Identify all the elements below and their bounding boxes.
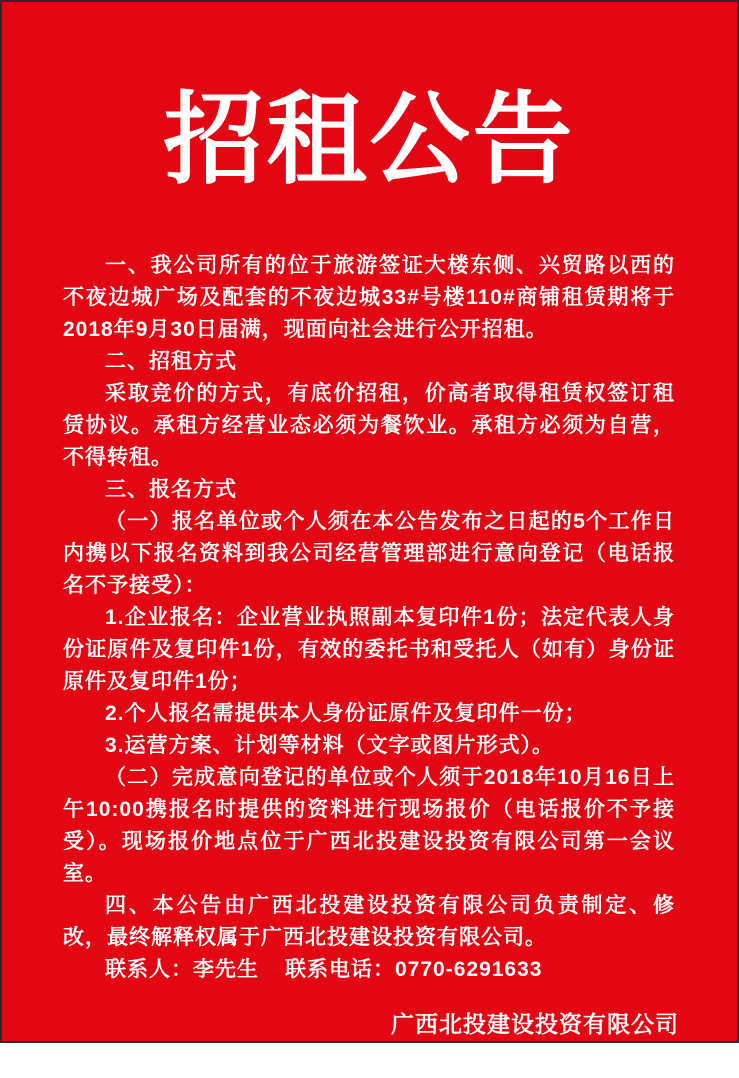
contact-phone-number: 0770-6291633	[395, 958, 543, 981]
paragraph-enterprise-registration: 1.企业报名：企业营业执照副本复印件1份；法定代表人身份证原件及复印件1份，有效的委托书和受托人（如有）身份证原件及复印件1份；	[63, 606, 675, 693]
contact-person-label: 联系人：	[105, 958, 193, 981]
paragraph-rental-method: 采取竞价的方式，有底价招租，价高者取得租赁权签订租赁协议。承租方经营业态必须为餐饮业。承租方必须为自营，不得转租。	[63, 382, 675, 469]
signature-inner	[391, 1006, 679, 1078]
signature-block	[2, 1006, 679, 1078]
contact-phone-label: 联系电话：	[285, 958, 395, 981]
paragraph-operation-plan: 3.运营方案、计划等材料（文字或图片形式）。	[105, 734, 555, 757]
paragraph-registration-requirements: （一）报名单位或个人须在本公告发布之日起的5个工作日内携以下报名资料到我公司经营管理部进行意向登记（电话报名不予接受）：	[63, 510, 675, 597]
poster-title: 招租公告	[163, 85, 576, 196]
contact-line	[63, 954, 675, 986]
contact-person-name: 李先生	[193, 958, 259, 981]
paragraph-individual-registration: 2.个人报名需提供本人身份证原件及复印件一份；	[105, 702, 587, 725]
heading-registration-method: 三、报名方式	[105, 478, 237, 501]
signature-date: 2018年9月30日	[450, 1047, 620, 1073]
paragraph-interpretation-rights: 四、本公告由广西北投建设投资有限公司负责制定、修改，最终解释权属于广西北投建设投资有限公司。	[63, 894, 675, 949]
announcement-body	[63, 250, 675, 986]
paragraph-property-intro: 一、我公司所有的位于旅游签证大楼东侧、兴贸路以西的不夜边城广场及配套的不夜边城33#号楼110#商铺租赁期将于2018年9月30日届满，现面向社会进行公开招租。	[63, 254, 675, 341]
signature-company: 广西北投建设投资有限公司	[391, 1011, 679, 1037]
paragraph-onsite-bidding: （二）完成意向登记的单位或个人须于2018年10月16日上午10:00携报名时提供的资料进行现场报价（电话报价不予接受）。现场报价地点位于广西北投建设投资有限公司第一会议室。	[63, 766, 675, 885]
heading-rental-method: 二、招租方式	[105, 350, 237, 373]
